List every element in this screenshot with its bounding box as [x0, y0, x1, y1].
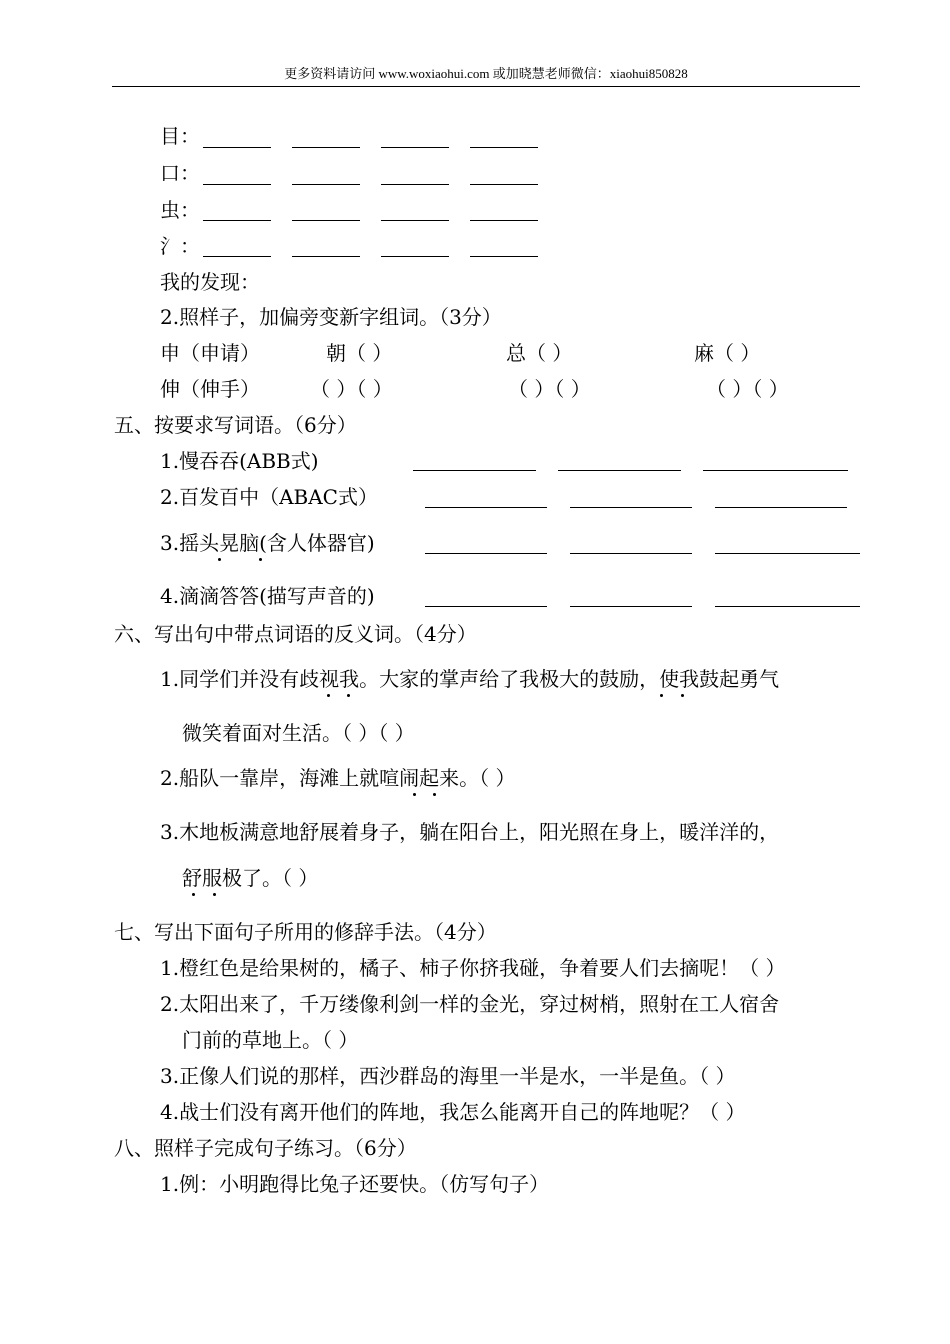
section-6-title: 六、写出句中带点词语的反义词。（4分） [114, 622, 477, 646]
s7-q2-line1: 2.太阳出来了，千万缕像利剑一样的金光，穿过树梢，照射在工人宿舍 [160, 992, 780, 1016]
emphasis-dot [327, 694, 330, 697]
answer-blank[interactable] [425, 507, 547, 508]
section-7-title: 七、写出下面句子所用的修辞手法。（4分） [114, 920, 497, 944]
answer-blank[interactable] [381, 147, 449, 148]
s7-q1[interactable]: 1.橙红色是给果树的，橘子、柿子你挤我碰，争着要人们去摘呢！（ ） [160, 956, 786, 980]
emphasis-dot [259, 558, 262, 561]
answer-blank[interactable] [292, 256, 360, 257]
q2-answer-zong[interactable]: （ ）（ ） [508, 377, 591, 401]
answer-blank[interactable] [558, 470, 681, 471]
answer-blank[interactable] [570, 507, 692, 508]
s7-q4[interactable]: 4.战士们没有离开他们的阵地，我怎么能离开自己的阵地呢？（ ） [160, 1100, 746, 1124]
q2-answer-ma[interactable]: （ ）（ ） [706, 377, 789, 401]
answer-blank[interactable] [470, 184, 538, 185]
s5-item-1: 1.慢吞吞(ABB式) [160, 449, 319, 473]
answer-blank[interactable] [425, 553, 547, 554]
emphasis-dot [681, 694, 684, 697]
answer-blank[interactable] [203, 147, 271, 148]
section-8-title: 八、照样子完成句子练习。（6分） [114, 1136, 417, 1160]
section-5-title: 五、按要求写词语。（6分） [114, 413, 357, 437]
emphasis-dot [347, 694, 350, 697]
answer-blank[interactable] [570, 553, 692, 554]
q2-char-zong[interactable]: 总（ ） [506, 341, 573, 365]
s6-q3-line1: 3.木地板满意地舒展着身子，躺在阳台上，阳光照在身上，暖洋洋的， [160, 820, 780, 844]
s6-q3-line2[interactable]: 舒服极了。（ ） [182, 866, 319, 890]
answer-blank[interactable] [381, 256, 449, 257]
s6-q1-line2[interactable]: 微笑着面对生活。（ ）（ ） [182, 721, 415, 745]
s5-item-2: 2.百发百中（ABAC式） [160, 485, 378, 509]
answer-blank[interactable] [203, 184, 271, 185]
answer-blank[interactable] [413, 470, 536, 471]
s7-q2-line2[interactable]: 门前的草地上。（ ） [182, 1028, 359, 1052]
discovery-label: 我的发现： [160, 270, 260, 294]
radical-label-mu: 目： [160, 124, 200, 148]
answer-blank[interactable] [292, 220, 360, 221]
q2-char-ma[interactable]: 麻（ ） [694, 341, 761, 365]
answer-blank[interactable] [570, 606, 692, 607]
answer-blank[interactable] [470, 220, 538, 221]
answer-blank[interactable] [292, 147, 360, 148]
s8-q1: 1.例：小明跑得比兔子还要快。（仿写句子） [160, 1172, 550, 1196]
q2-example-answer: 伸（伸手） [160, 377, 260, 401]
q2-title: 2.照样子，加偏旁变新字组词。（3分） [160, 305, 502, 329]
s7-q3[interactable]: 3.正像人们说的那样，西沙群岛的海里一半是水，一半是鱼。（ ） [160, 1064, 736, 1088]
answer-blank[interactable] [425, 606, 547, 607]
answer-blank[interactable] [470, 256, 538, 257]
answer-blank[interactable] [203, 220, 271, 221]
s5-item-4: 4.滴滴答答(描写声音的) [160, 584, 375, 608]
answer-blank[interactable] [715, 553, 860, 554]
radical-label-kou: 口： [160, 161, 200, 185]
answer-blank[interactable] [703, 470, 848, 471]
s5-item-3: 3.摇头晃脑(含人体器官) [160, 531, 375, 555]
emphasis-dot [218, 558, 221, 561]
emphasis-dot [413, 793, 416, 796]
answer-blank[interactable] [381, 220, 449, 221]
s6-q2[interactable]: 2.船队一靠岸，海滩上就喧闹起来。（ ） [160, 766, 516, 790]
emphasis-dot [213, 893, 216, 896]
emphasis-dot [660, 694, 663, 697]
q2-answer-chao[interactable]: （ ）（ ） [310, 377, 393, 401]
s6-q1-line1: 1.同学们并没有歧视我。大家的掌声给了我极大的鼓励，使我鼓起勇气 [160, 667, 780, 691]
answer-blank[interactable] [203, 256, 271, 257]
answer-blank[interactable] [470, 147, 538, 148]
radical-label-shui: 氵： [160, 234, 200, 258]
emphasis-dot [192, 893, 195, 896]
answer-blank[interactable] [715, 606, 860, 607]
answer-blank[interactable] [715, 507, 847, 508]
page-header: 更多资料请访问 www.woxiaohui.com 或加晓慧老师微信：xiaohui850828 [284, 66, 688, 81]
q2-char-chao[interactable]: 朝（ ） [326, 341, 393, 365]
answer-blank[interactable] [292, 184, 360, 185]
emphasis-dot [433, 793, 436, 796]
q2-example: 申（申请） [160, 341, 260, 365]
header-rule [112, 86, 860, 87]
answer-blank[interactable] [381, 184, 449, 185]
radical-label-chong: 虫： [160, 198, 200, 222]
